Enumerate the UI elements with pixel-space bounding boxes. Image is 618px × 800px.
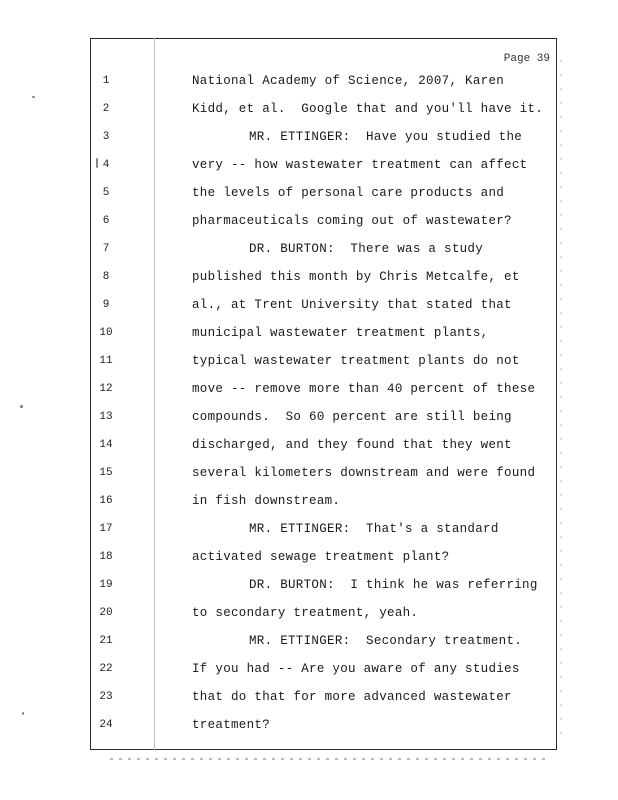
scan-speck (96, 158, 98, 168)
transcript-line: compounds. So 60 percent are still being (192, 410, 512, 424)
transcript-line: that do that for more advanced wastewater (192, 690, 512, 704)
transcript-line: DR. BURTON: There was a study (249, 242, 484, 256)
line-number: 4 (102, 159, 110, 171)
line-number: 1 (102, 75, 110, 87)
transcript-line: discharged, and they found that they went (192, 438, 512, 452)
transcript-line: very -- how wastewater treatment can affect (192, 158, 528, 172)
line-number: 24 (99, 719, 113, 731)
line-number-margin-rule (154, 38, 155, 750)
transcript-line: activated sewage treatment plant? (192, 550, 450, 564)
line-number: 21 (99, 635, 113, 647)
transcript-line: If you had -- Are you aware of any studies (192, 662, 520, 676)
transcript-line: al., at Trent University that stated that (192, 298, 512, 312)
transcript-line: several kilometers downstream and were found (192, 466, 536, 480)
line-number: 17 (99, 523, 113, 535)
line-number: 5 (102, 187, 110, 199)
scan-noise-right (560, 60, 562, 740)
transcript-line: the levels of personal care products and (192, 186, 505, 200)
scan-noise-bottom (110, 758, 550, 760)
transcript-line: municipal wastewater treatment plants, (192, 326, 489, 340)
line-number: 20 (99, 607, 113, 619)
line-number: 2 (102, 103, 110, 115)
scan-speck (22, 712, 24, 715)
line-number: 3 (102, 131, 110, 143)
line-number: 23 (99, 691, 113, 703)
line-number: 19 (99, 579, 113, 591)
line-number: 15 (99, 467, 113, 479)
transcript-line: MR. ETTINGER: That's a standard (249, 522, 499, 536)
scan-speck (32, 96, 35, 98)
line-number: 22 (99, 663, 113, 675)
transcript-line: DR. BURTON: I think he was referring (249, 578, 538, 592)
line-number: 14 (99, 439, 113, 451)
line-number: 10 (99, 327, 113, 339)
line-number: 12 (99, 383, 113, 395)
transcript-line: in fish downstream. (192, 494, 341, 508)
line-number: 18 (99, 551, 113, 563)
line-number: 11 (99, 355, 113, 367)
line-number: 8 (102, 271, 110, 283)
transcript-line: treatment? (192, 718, 271, 732)
transcript-line: published this month by Chris Metcalfe, et (192, 270, 520, 284)
transcript-line: move -- remove more than 40 percent of these (192, 382, 536, 396)
transcript-line: MR. ETTINGER: Have you studied the (249, 130, 523, 144)
scan-speck (20, 405, 23, 408)
line-number: 13 (99, 411, 113, 423)
transcript-line: to secondary treatment, yeah. (192, 606, 419, 620)
line-number: 16 (99, 495, 113, 507)
transcript-line: Kidd, et al. Google that and you'll have it. (192, 102, 544, 116)
line-number: 9 (102, 299, 110, 311)
page-number: Page 39 (503, 53, 550, 65)
line-number: 6 (102, 215, 110, 227)
line-number: 7 (102, 243, 110, 255)
transcript-line: National Academy of Science, 2007, Karen (192, 74, 505, 88)
transcript-line: typical wastewater treatment plants do not (192, 354, 520, 368)
transcript-line: pharmaceuticals coming out of wastewater? (192, 214, 512, 228)
transcript-line: MR. ETTINGER: Secondary treatment. (249, 634, 523, 648)
